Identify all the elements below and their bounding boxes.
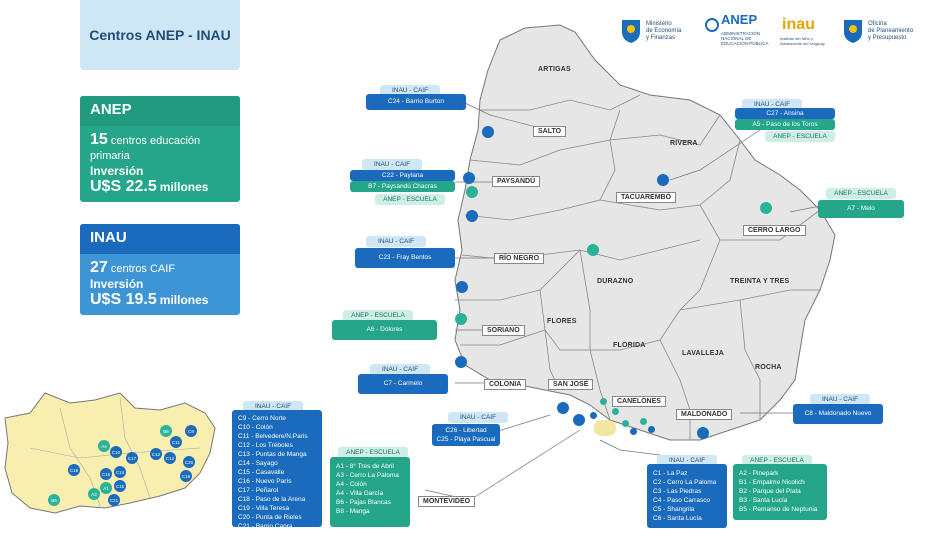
inset-marker-c12[interactable]: C12: [150, 448, 162, 460]
callout-c8-item: C8 - Maldonado Nuevo: [804, 410, 872, 417]
callout-c24-item: C24 - Barrio Burton: [388, 98, 444, 105]
dept-label-canelones: CANELONES: [612, 396, 666, 407]
callout-c22-tag: INAU - CAIF: [362, 159, 422, 170]
list-item[interactable]: C4 - Paso Carrasco: [653, 497, 711, 504]
dept-label-montevideo: MONTEVIDEO: [418, 496, 475, 507]
list-item[interactable]: A4 - Colón: [336, 481, 367, 488]
dept-label-san-jose: SAN JOSÉ: [548, 379, 593, 390]
callout-a7-item: A7 - Melo: [847, 205, 875, 212]
callout-a6[interactable]: [332, 320, 437, 340]
opp-line-3: y Presupuesto: [868, 35, 907, 41]
dept-label-soriano: SORIANO: [482, 325, 525, 336]
callout-b7[interactable]: [350, 181, 455, 192]
opp-line-2: de Planeamiento: [868, 28, 914, 34]
montevideo-inset-map: [0, 378, 232, 540]
map-marker-c22[interactable]: [463, 172, 475, 184]
inau-sub-1: Instituto del Niño y: [780, 36, 813, 41]
callout-c7-tag: INAU - CAIF: [370, 364, 430, 375]
inset-marker-b8[interactable]: B8: [160, 425, 172, 437]
dept-label-paysandu: PAYSANDÚ: [492, 176, 540, 187]
list-item[interactable]: C18 - Paso de la Arena: [238, 496, 306, 503]
inset-marker-c13[interactable]: C13: [164, 452, 176, 464]
anep-count: 15: [90, 131, 108, 148]
dept-label-florida: FLORIDA: [613, 342, 646, 349]
mvd-inau-tag: INAU - CAIF: [243, 401, 303, 412]
inset-marker-b6[interactable]: B6: [48, 494, 60, 506]
inau-logo-text: inau: [782, 16, 815, 33]
map-marker-b7[interactable]: [466, 186, 478, 198]
inset-marker-c11[interactable]: C11: [170, 436, 182, 448]
inset-marker-c18[interactable]: C18: [68, 464, 80, 476]
title-text: Centros ANEP - INAU: [89, 27, 231, 43]
anep-sub-3: EDUCACIÓN PÚBLICA: [721, 41, 769, 46]
inset-marker-c19[interactable]: C19: [180, 470, 192, 482]
map-marker-canelones-7[interactable]: [648, 426, 655, 433]
map-marker-c24[interactable]: [482, 126, 494, 138]
anep-sub-2: NACIONAL DE: [721, 36, 752, 41]
can-anep-tag: ANEP - ESCUELA: [742, 455, 812, 466]
callout-a5-item: A5 - Paso de los Toros: [752, 121, 818, 128]
dept-label-flores: FLORES: [547, 318, 577, 325]
map-marker-c25[interactable]: [573, 414, 585, 426]
list-item[interactable]: C19 - Villa Teresa: [238, 505, 290, 512]
inau-amount: U$S 19.5: [90, 291, 157, 308]
can-inau-tag: INAU - CAIF: [657, 455, 717, 466]
list-item[interactable]: C14 - Sayago: [238, 460, 278, 467]
callout-a6-item: A6 - Dolores: [366, 326, 403, 333]
inau-count-label: centros CAIF: [110, 263, 176, 275]
list-item[interactable]: C5 - Shangrila: [653, 506, 695, 513]
dept-label-durazno: DURAZNO: [597, 278, 634, 285]
list-item[interactable]: A4 - Villa García: [336, 490, 384, 497]
map-marker-c26[interactable]: [557, 402, 569, 414]
callout-c27-item: C27 - Ansina: [766, 110, 804, 117]
callout-a5[interactable]: [735, 119, 835, 130]
mef-line-2: de Economía: [646, 28, 682, 34]
callout-c23-item: C23 - Fray Bentos: [378, 254, 432, 261]
inset-marker-c21[interactable]: C21: [108, 494, 120, 506]
dept-label-artigas: ARTIGAS: [538, 66, 571, 73]
map-marker-canelones-6[interactable]: [640, 418, 647, 425]
callout-c24[interactable]: [366, 94, 466, 110]
callout-c23[interactable]: [355, 248, 455, 268]
callout-a7-tag: ANEP - ESCUELA: [826, 188, 896, 199]
list-item[interactable]: C16 - Nuevo París: [238, 478, 292, 485]
mvd-anep-tag: ANEP - ESCUELA: [338, 447, 408, 458]
inset-marker-c20[interactable]: C20: [183, 456, 195, 468]
map-marker-a5[interactable]: [587, 244, 599, 256]
anep-count-label: centros educación primaria: [90, 135, 201, 162]
map-marker-c27[interactable]: [657, 174, 669, 186]
callout-c26[interactable]: [432, 424, 500, 446]
inau-sub-2: Adolescente del Uruguay: [780, 41, 825, 46]
list-item[interactable]: A2 - Pinepark: [739, 470, 779, 477]
opp-line-1: Oficina: [868, 21, 887, 27]
list-item[interactable]: B8 - Manga: [336, 508, 370, 515]
callout-c27-tag: INAU - CAIF: [742, 99, 802, 110]
inau-heading: INAU: [80, 224, 240, 254]
list-item[interactable]: C17 - Peñarol: [238, 487, 279, 494]
callout-c24-tag: INAU - CAIF: [380, 85, 440, 96]
inau-inversion-label: Inversión: [90, 277, 144, 291]
map-marker-canelones-1[interactable]: [600, 398, 607, 405]
list-item[interactable]: B3 - Santa Lucía: [739, 497, 788, 504]
inset-marker-c10[interactable]: C10: [110, 446, 122, 458]
map-marker-canelones-3[interactable]: [590, 412, 597, 419]
anep-logo-text: ANEP: [721, 12, 758, 27]
list-item[interactable]: C3 - Las Piedras: [653, 488, 702, 495]
map-marker-c23[interactable]: [456, 281, 468, 293]
list-item[interactable]: C13 - Puntas de Manga: [238, 451, 307, 458]
callout-c26-tag: INAU - CAIF: [448, 412, 508, 423]
map-marker-c7[interactable]: [455, 356, 467, 368]
map-marker-a7[interactable]: [760, 202, 772, 214]
list-item[interactable]: B6 - Pajas Blancas: [336, 499, 391, 506]
inset-marker-c15[interactable]: C15: [114, 480, 126, 492]
callout-c22[interactable]: [350, 170, 455, 181]
anep-sub-1: ADMINISTRACIÓN: [721, 31, 761, 36]
dept-label-rio-negro: RÍO NEGRO: [494, 253, 544, 264]
dept-label-treinta-y-tres: TREINTA Y TRES: [730, 278, 790, 285]
map-marker-canelones-4[interactable]: [622, 420, 629, 427]
mvd-anep-list: [330, 457, 410, 527]
callout-b7-item: B7 - Paysandú Chacras: [368, 183, 437, 190]
list-item[interactable]: B2 - Parque del Plata: [739, 488, 801, 495]
dept-label-cerro-largo: CERRO LARGO: [743, 225, 806, 236]
dept-label-salto: SALTO: [533, 126, 566, 137]
list-item[interactable]: A1 - 8° Tres de Abril: [336, 463, 394, 470]
list-item[interactable]: B1 - Empalme Nicolich: [739, 479, 805, 486]
callout-c8-tag: INAU - CAIF: [810, 394, 870, 405]
callout-c23-tag: INAU - CAIF: [366, 236, 426, 247]
callout-b7-tag: ANEP - ESCUELA: [375, 194, 445, 205]
dept-label-lavalleja: LAVALLEJA: [682, 350, 724, 357]
can-anep-list: [733, 464, 827, 520]
list-item[interactable]: C12 - Los Tréboles: [238, 442, 293, 449]
can-inau-list: [647, 464, 727, 528]
list-item[interactable]: A3 - Cerro La Paloma: [336, 472, 399, 479]
anep-heading: ANEP: [80, 96, 240, 126]
callout-c8[interactable]: [793, 404, 883, 424]
inau-count: 27: [90, 259, 108, 276]
dept-label-rocha: ROCHA: [755, 364, 782, 371]
list-item[interactable]: B5 - Remanso de Neptunia: [739, 506, 818, 513]
dept-label-tacuarembo: TACUAREMBÓ: [616, 192, 676, 203]
map-marker-a6[interactable]: [455, 313, 467, 325]
map-marker-c8[interactable]: [697, 427, 709, 439]
callout-a7[interactable]: [818, 200, 904, 218]
list-item[interactable]: C10 - Colón: [238, 424, 273, 431]
map-marker-paysandu-2[interactable]: [466, 210, 478, 222]
list-item[interactable]: C21 - Barrio Capra: [238, 523, 293, 530]
dept-label-rivera: RIVERA: [670, 140, 698, 147]
mvd-inau-list: [232, 410, 322, 530]
mef-line-3: y Finanzas: [646, 35, 676, 41]
callout-c22-item: C22 - Paylana: [381, 172, 424, 179]
dept-label-maldonado: MALDONADO: [676, 409, 732, 420]
anep-inversion-label: Inversión: [90, 164, 144, 178]
mef-line-1: Ministerio: [646, 21, 672, 27]
inset-marker-a4[interactable]: A4: [98, 440, 110, 452]
list-item[interactable]: C6 - Santa Lucía: [653, 515, 702, 522]
anep-amount: U$S 22.5: [90, 178, 157, 195]
callout-c26-item: C26 - Libertad: [445, 427, 487, 434]
callout-c27[interactable]: [735, 108, 835, 119]
inset-marker-a3[interactable]: A3: [88, 488, 100, 500]
inau-amount-unit: millones: [159, 293, 209, 307]
dept-label-colonia: COLONIA: [484, 379, 526, 390]
map-marker-canelones-5[interactable]: [630, 428, 637, 435]
inset-marker-c17[interactable]: C17: [126, 452, 138, 464]
list-item[interactable]: C11 - Belvedere/N.Paris: [238, 433, 308, 440]
callout-a5-tag: ANEP - ESCUELA: [765, 131, 835, 142]
inset-marker-c16[interactable]: C16: [100, 468, 112, 480]
list-item[interactable]: C20 - Punta de Rieles: [238, 514, 302, 521]
list-item[interactable]: C15 - Casavalle: [238, 469, 285, 476]
list-item[interactable]: C9 - Cerro Norte: [238, 415, 287, 422]
callout-c7-item: C7 - Carmelo: [383, 380, 423, 387]
callout-c7[interactable]: [358, 374, 448, 394]
inset-marker-c14[interactable]: C14: [114, 466, 126, 478]
list-item[interactable]: C1 - La Paz: [653, 470, 688, 477]
callout-a6-tag: ANEP - ESCUELA: [343, 310, 413, 321]
inset-marker-a1[interactable]: A1: [100, 482, 112, 494]
inset-marker-c9[interactable]: C9: [185, 425, 197, 437]
callout-c25-item: C25 - Playa Pascual: [436, 436, 496, 443]
anep-amount-unit: millones: [159, 180, 209, 194]
map-marker-canelones-2[interactable]: [612, 408, 619, 415]
map-montevideo-area: [594, 420, 616, 436]
list-item[interactable]: C2 - Cerro La Paloma: [653, 479, 717, 486]
